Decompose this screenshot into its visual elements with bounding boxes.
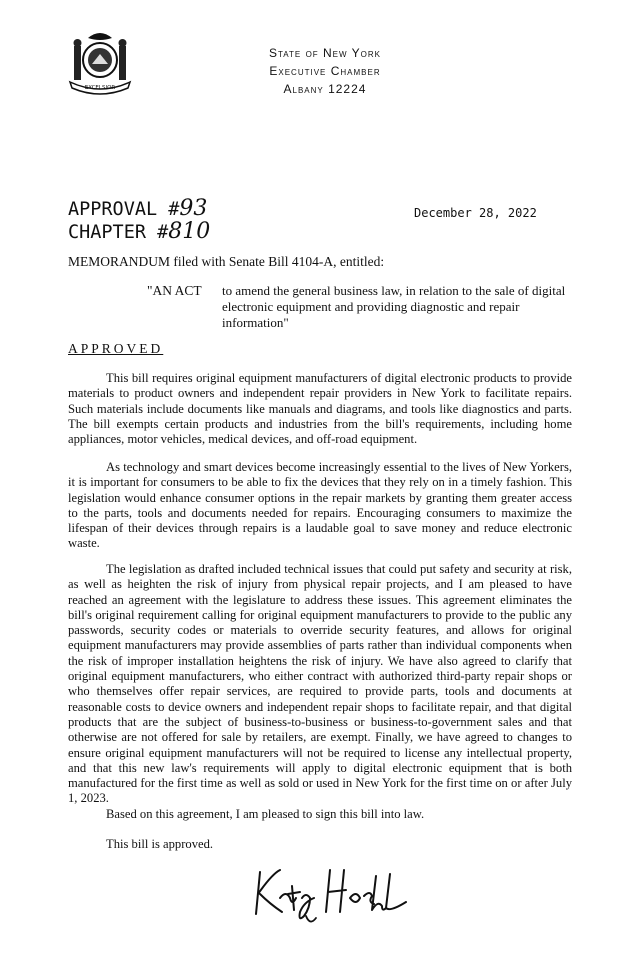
body-paragraph-2: As technology and smart devices become increasingly essential to the lives of New Yorkers, it is important for consumers to be able to fix the devices that they rely on in a timely fashion. This legislation would enhance consumer options in the repair markets by granting them greater access to the parts, tools and documents needed for repairs. Encouraging consumers to maximize the lifespan of their devices through repairs is a laudable goal to save money and reduce electronic waste. bbox=[68, 460, 572, 551]
state-seal-icon bbox=[62, 24, 138, 100]
chapter-number: 810 bbox=[168, 219, 211, 244]
letterhead-state: State of New York bbox=[268, 46, 382, 60]
act-title: to amend the general business law, in relation to the sale of digital electronic equipment and providing diagnostic and repair information" bbox=[222, 283, 566, 330]
body-paragraph-5: This bill is approved. bbox=[106, 837, 214, 851]
act-label: "AN ACT bbox=[147, 283, 202, 298]
approved-heading: APPROVED bbox=[68, 341, 164, 356]
letterhead bbox=[200, 44, 450, 98]
body-paragraph-4: Based on this agreement, I am pleased to sign this bill into law. bbox=[106, 807, 425, 821]
handwritten-signature-icon bbox=[246, 858, 416, 928]
body-paragraph-1: This bill requires original equipment manufacturers of digital electronic products to provide materials to product owners and independent repair providers in New York to facilitate repairs. Such materials include documents like manuals and diagrams, and tools like diagnostics and parts. The bill exempts certain products and industries from the bill's requirements, including home appliances, motor vehicles, medical devices, and off-road equipment. bbox=[68, 371, 572, 447]
letterhead-address: Albany 12224 bbox=[283, 82, 367, 96]
approval-number: 93 bbox=[179, 196, 208, 221]
memorandum-line: MEMORANDUM filed with Senate Bill 4104-A, entitled: bbox=[68, 254, 385, 269]
document-date: December 28, 2022 bbox=[414, 206, 537, 220]
approval-block bbox=[68, 198, 210, 244]
body-paragraph-3: The legislation as drafted included technical issues that could put safety and security at risk, as well as heighten the risk of injury from physical repair projects, and I am pleased to have reached an agreement with the legislature to address these issues. This agreement eliminates the bill's original requirement calling for original equipment manufacturers to provide to the public any passwords, security codes or materials to override security features, and allows for original equipment manufacturers may provide assemblies of parts rather than individual components when the risk of improper installation heightens the risk of injury. We have also agreed to clarify that original equipment manufacturers, who either contract with authorized third-party repair shops or who themselves offer repair services, are required to provide parts, tools and documents at reasonable costs to device owners and independent repair shops to facilitate repair, and that digital products that are the subject of business-to-business or business-to-government sales and that otherwise are not offered for sale by retailers, are exempt. Finally, we have agreed to changes to ensure original equipment manufacturers will not be required to license any intellectual property, and that this new law's requirements will apply to digital electronic equipment that is both manufactured for the first time as well as sold or used in New York for the first time on or after July 1, 2023. bbox=[68, 562, 572, 806]
chapter-label: CHAPTER # bbox=[68, 222, 169, 243]
seal-banner-text: EXCELSIOR bbox=[84, 85, 116, 91]
approval-label: APPROVAL # bbox=[68, 199, 180, 220]
letterhead-chamber: Executive Chamber bbox=[269, 64, 381, 78]
